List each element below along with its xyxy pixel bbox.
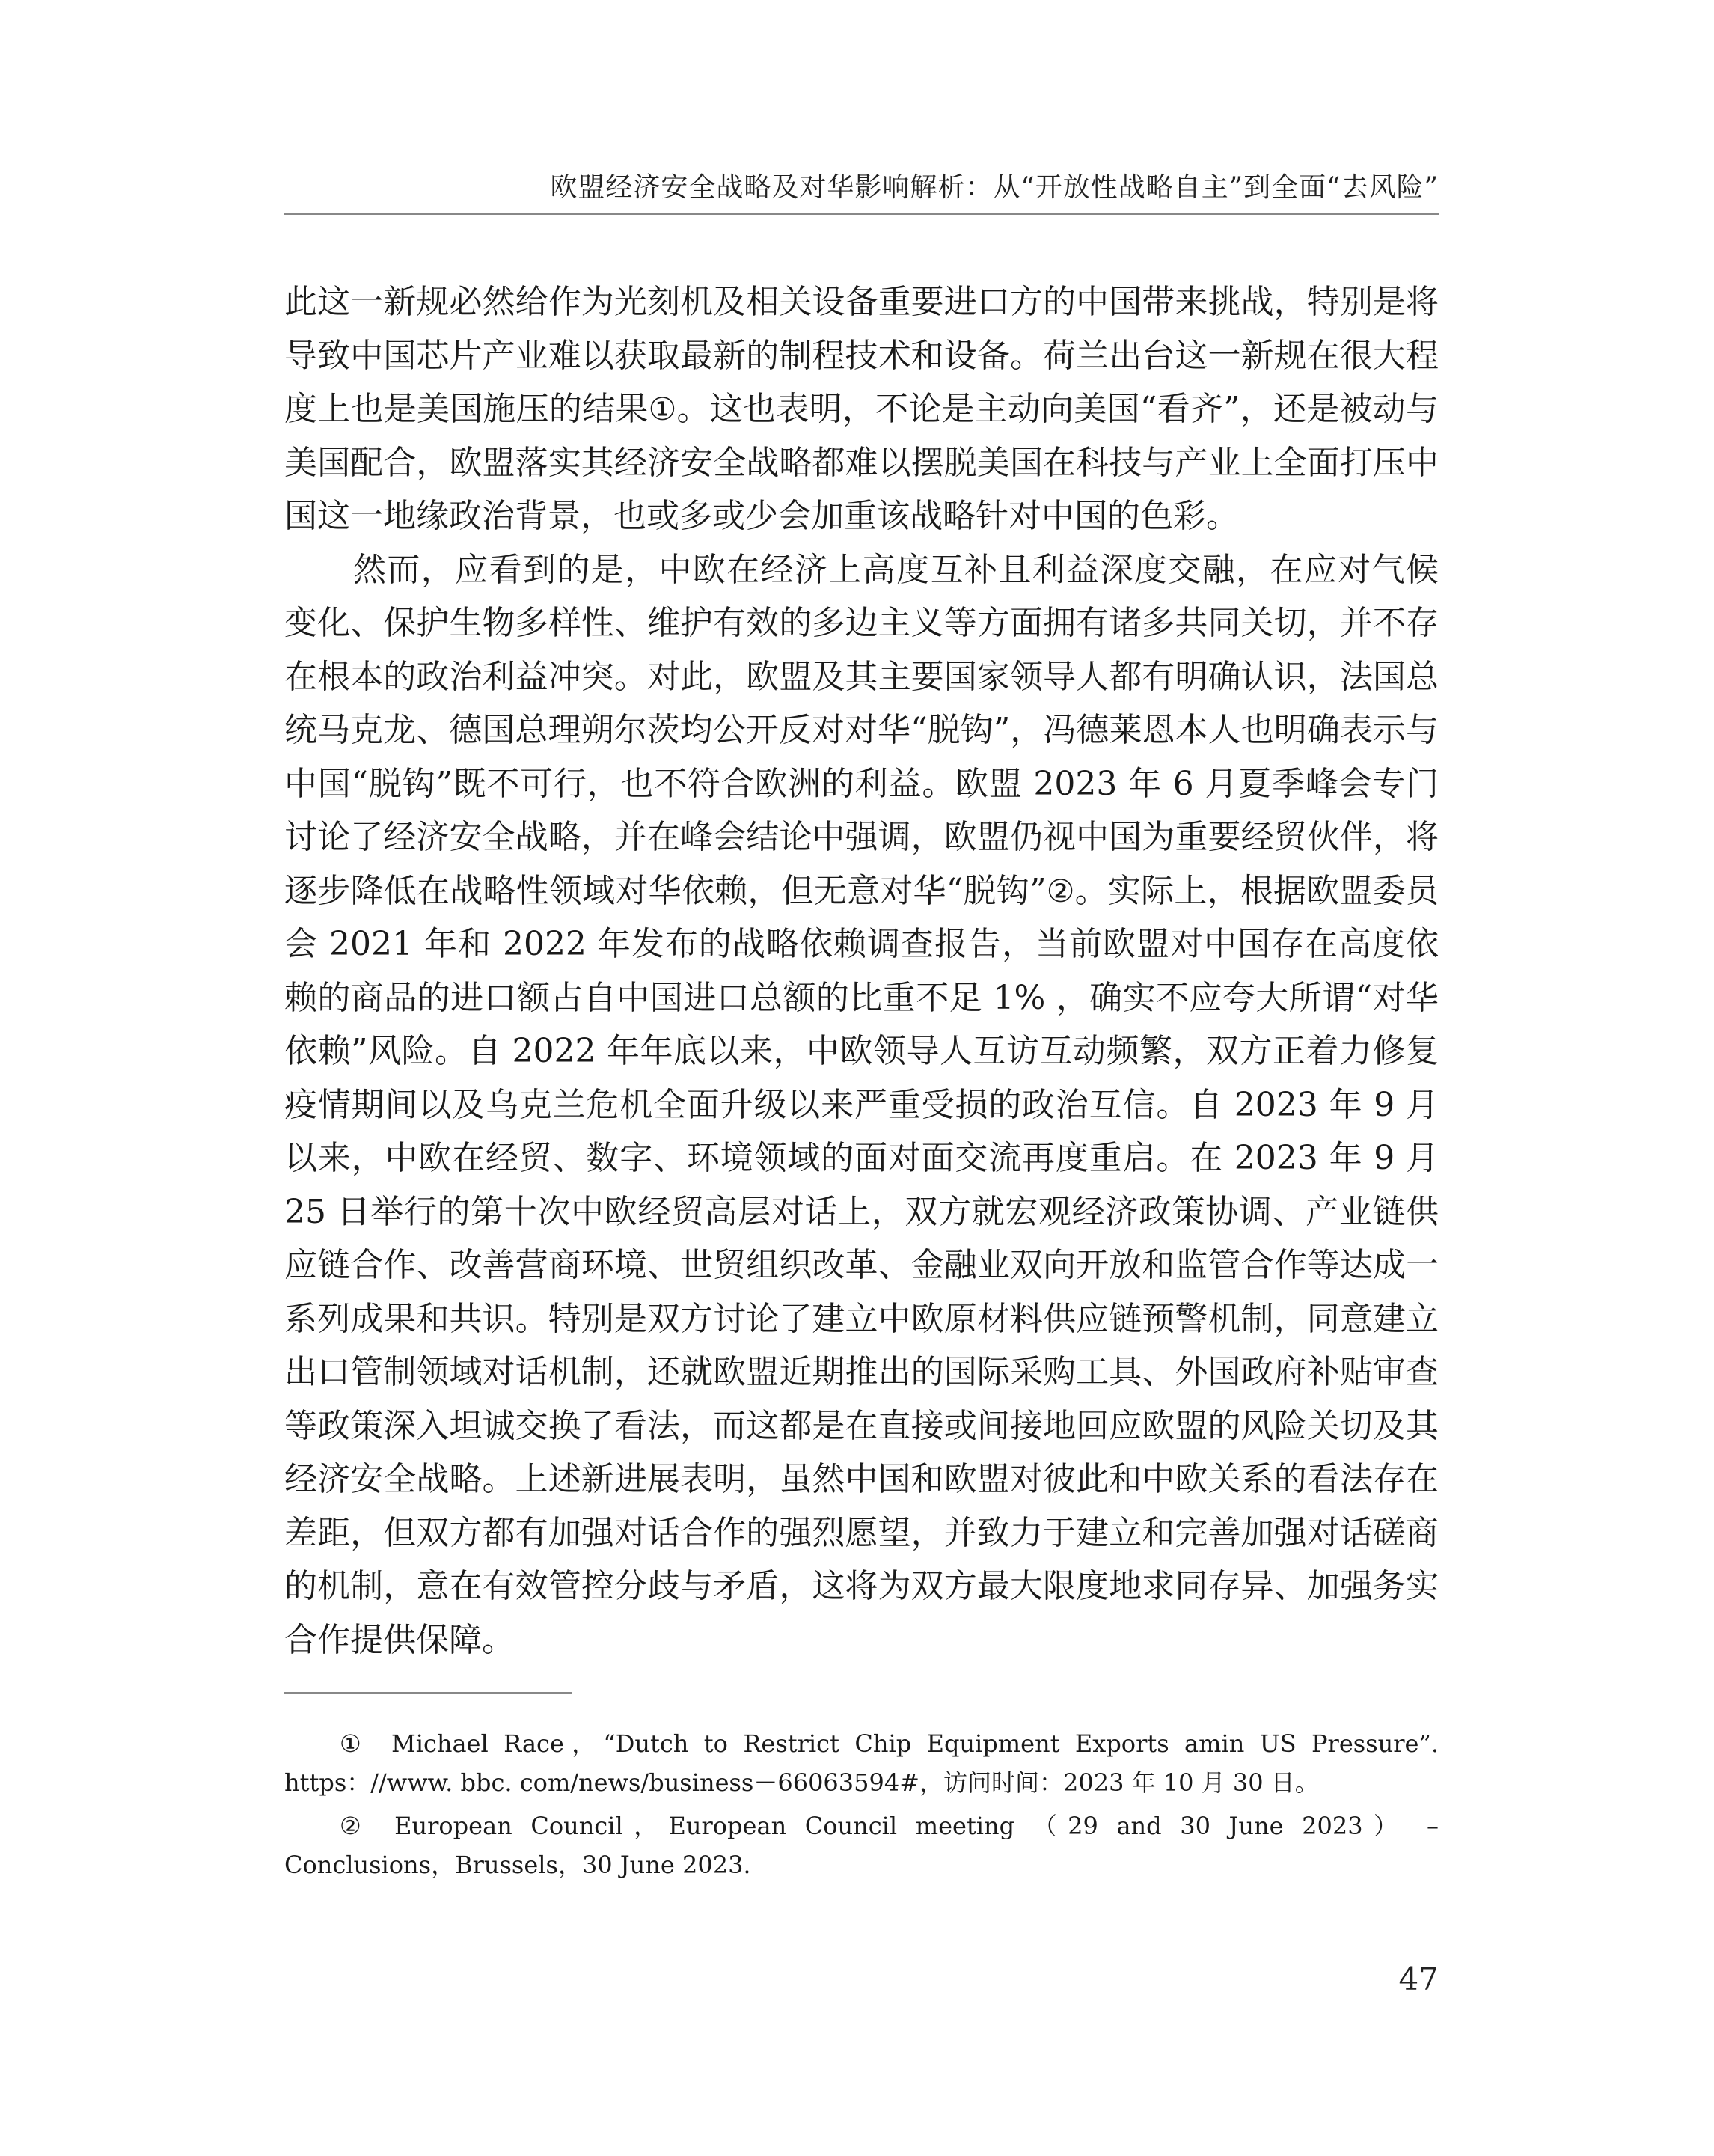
- paragraph-2: [284, 543, 1439, 1667]
- page-number: 47: [1398, 1961, 1439, 1997]
- footnote-2-text: European Council，European Council meeting （29 and 30 June 2023） – Conclusions，Brussels，30 June 2023.: [284, 1812, 1439, 1879]
- footnote-2: [284, 1807, 1439, 1884]
- footnote-2-marker: ②: [340, 1812, 373, 1840]
- footnote-ref-1[interactable]: ①: [648, 391, 677, 427]
- main-text: [284, 275, 1439, 1667]
- footnote-rule: [284, 1692, 572, 1694]
- header-rule: [284, 213, 1439, 215]
- paragraph-2-text-a: 然而，应看到的是，中欧在经济上高度互补且利益深度交融，在应对气候变化、保护生物多样性、维护有效的多边主义等方面拥有诸多共同关切，并不存在根本的政治利益冲突。对此，欧盟及其主要国家领导人都有明确认识，法国总统马克龙、德国总理朔尔茨均公开反对对华“脱钩”，冯德莱恩本人也明确表示与中国“脱钩”既不可行，也不符合欧洲的利益。欧盟 2023 年 6 月夏季峰会专门讨论了经济安全战略，并在峰会结论中强调，欧盟仍视中国为重要经贸伙伴，将逐步降低在战略性领域对华依赖，但无意对华“脱钩”: [284, 550, 1439, 910]
- paragraph-1-text-a: 此这一新规必然给作为光刻机及相关设备重要进口方的中国带来挑战，特别是将导致中国芯片产业难以获取最新的制程技术和设备。荷兰出台这一新规在很大程度上也是美国施压的结果: [284, 283, 1439, 428]
- paragraph-2-text-b: 。实际上，根据欧盟委员会 2021 年和 2022 年发布的战略依赖调查报告，当前欧盟对中国存在高度依赖的商品的进口额占自中国进口总额的比重不足 1% ，确实不应夸大所谓“对华依赖”风险。自 2022 年年底以来，中欧领导人互访互动频繁，双方正着力修复疫情期间以及乌克兰危机全面升级以来严重受损的政治互信。自 2023 年 9 月以来，中欧在经贸、数字、环境领域的面对面交流再度重启。在 2023 年 9 月 25 日举行的第十次中欧经贸高层对话上，双方就宏观经济政策协调、产业链供应链合作、改善营商环境、世贸组织改革、金融业双向开放和监管合作等达成一系列成果和共识。特别是双方讨论了建立中欧原材料供应链预警机制，同意建立出口管制领域对话机制，还就欧盟近期推出的国际采购工具、外国政府补贴审查等政策深入坦诚交换了看法，而这都是在直接或间接地回应欧盟的风险关切及其经济安全战略。上述新进展表明，虽然中国和欧盟对彼此和中欧关系的看法存在差距，但双方都有加强对话合作的强烈愿望，并致力于建立和完善加强对话磋商的机制，意在有效管控分歧与矛盾，这将为双方最大限度地求同存异、加强务实合作提供保障。: [284, 871, 1439, 1659]
- footnote-1-text: Michael Race，“Dutch to Restrict Chip Equipment Exports amin US Pressure”. https：//www. bbc. com/news/business－66063594#，访问时间：2023 年 10 月 30 日。: [284, 1729, 1439, 1797]
- footnote-1-marker: ①: [340, 1729, 369, 1758]
- paragraph-1: [284, 275, 1439, 543]
- running-header-title: 欧盟经济安全战略及对华影响解析：从“开放性战略自主”到全面“去风险”: [550, 172, 1439, 203]
- footnotes: [284, 1724, 1439, 1889]
- footnote-ref-2[interactable]: ②: [1046, 872, 1075, 909]
- paragraph-1-text-b: 。这也表明，不论是主动向美国“看齐”，还是被动与美国配合，欧盟落实其经济安全战略都难以摆脱美国在科技与产业上全面打压中国这一地缘政治背景，也或多或少会加重该战略针对中国的色彩。: [284, 390, 1439, 535]
- footnote-1: [284, 1724, 1439, 1802]
